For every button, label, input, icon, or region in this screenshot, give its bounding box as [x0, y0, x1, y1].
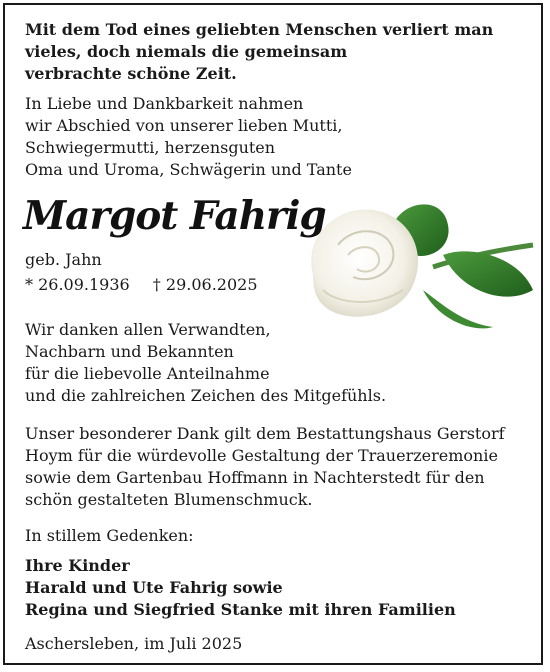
thanks-text: Wir danken allen Verwandten, Nachbarn und Bekannten für die liebevolle Anteilnahme und die zahlreichen Zeichen des Mitgefühls. [25, 320, 387, 405]
death-date: † 29.06.2025 [152, 275, 258, 294]
dedication-text: In Liebe und Dankbarkeit nahmen wir Abschied von unserer lieben Mutti, Schwiegermutti, herzensguten Oma und Uroma, Schwägerin und Tante [25, 94, 352, 179]
birth-date: * 26.09.1936 [25, 275, 130, 294]
deceased-name: Margot Fahrig [23, 193, 326, 239]
intro-text: Mit dem Tod eines geliebten Menschen verliert man vieles, doch niemals die gemeinsam verbrachte schöne Zeit. [25, 20, 494, 83]
special-thanks-text: Unser besonderer Dank gilt dem Bestattungshaus Gerstorf Hoym für die würdevolle Gestaltung der Trauerzeremonie sowie dem Gartenbau Hoffmann in Nachterstedt für den schön gestalteten Blumenschmuck. [25, 424, 505, 509]
birth-name: geb. Jahn [25, 250, 102, 269]
remembrance-label: In stillem Gedenken: [25, 526, 194, 545]
mourners-list: Ihre Kinder Harald und Ute Fahrig sowie Regina und Siegfried Stanke mit ihren Familien [25, 556, 456, 619]
place-date: Aschersleben, im Juli 2025 [25, 634, 243, 653]
life-dates [25, 275, 258, 294]
white-rose-illustration [293, 195, 538, 335]
obituary-card [3, 3, 543, 665]
